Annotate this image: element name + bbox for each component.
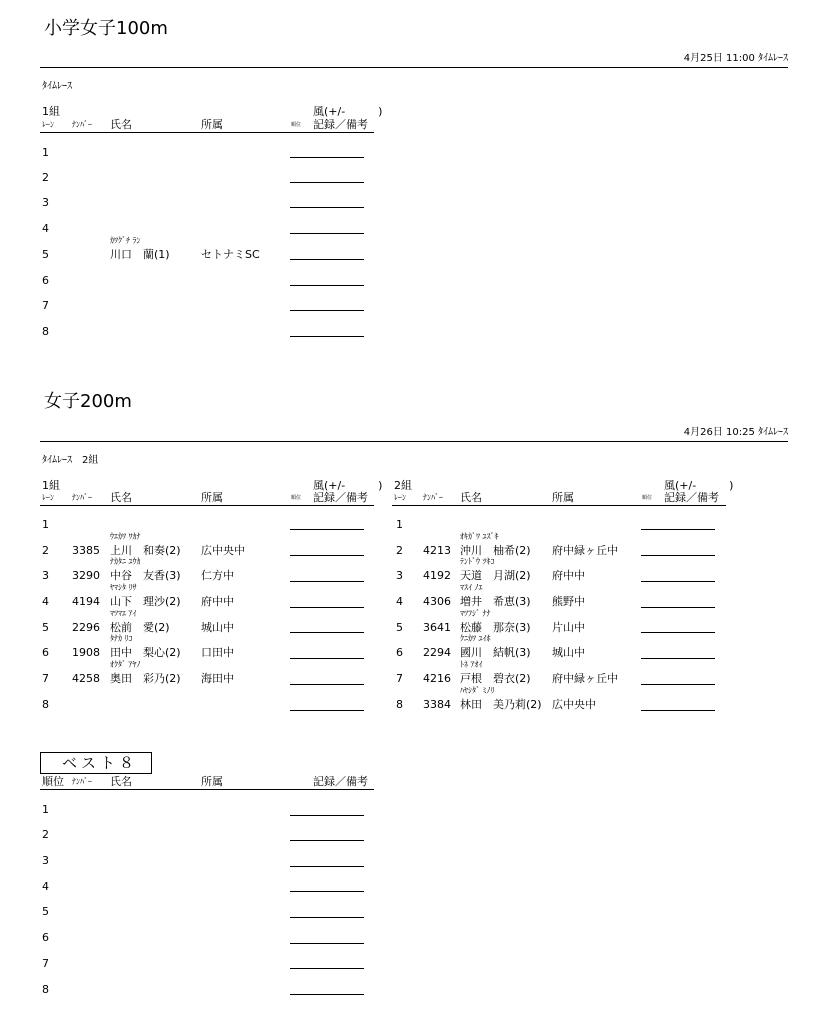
- name-header: 氏名: [110, 775, 132, 788]
- athlete-kana: ｵｸﾀﾞ ｱﾔﾉ: [110, 660, 141, 669]
- lane-number: 5: [42, 621, 49, 634]
- rank-header: 順位: [42, 775, 64, 788]
- record-blank: [290, 866, 364, 867]
- athlete-name: 沖川 柚希(2): [460, 544, 531, 557]
- best8-title: ベスト８: [62, 754, 139, 772]
- lane-number: 2: [42, 544, 49, 557]
- record-header: 記録／備考: [313, 491, 368, 504]
- lane-number: 4: [42, 222, 49, 235]
- record-blank: [290, 310, 364, 311]
- athlete-name: 上川 和奏(2): [110, 544, 181, 557]
- athlete-kana: ﾅｶﾀﾆ ﾕｳｶ: [110, 557, 141, 566]
- record-blank: [290, 233, 364, 234]
- athlete-team: 熊野中: [552, 595, 585, 608]
- divider: [40, 441, 788, 442]
- athlete-team: 片山中: [552, 621, 585, 634]
- wind-label: 風(+/- ): [313, 105, 383, 118]
- team-header: 所属: [552, 491, 574, 504]
- rank-number: 5: [42, 905, 49, 918]
- lane-header: ﾚｰﾝ: [42, 120, 54, 129]
- athlete-kana: ﾃﾝﾄﾞｳ ﾂｷｺ: [460, 557, 495, 566]
- record-blank: [290, 207, 364, 208]
- lane-number: 8: [42, 698, 49, 711]
- bib-number: 3384: [423, 698, 451, 711]
- athlete-name: 川口 蘭(1): [110, 248, 170, 261]
- athlete-team: 広中央中: [552, 698, 596, 711]
- athlete-team: 府中中: [201, 595, 234, 608]
- record-blank: [290, 840, 364, 841]
- record-blank: [290, 259, 364, 260]
- wind-label: 風(+/- ): [313, 479, 383, 492]
- record-header: 記録／備考: [313, 118, 368, 131]
- record-blank: [290, 182, 364, 183]
- lane-number: 4: [42, 595, 49, 608]
- record-header: 記録／備考: [313, 775, 368, 788]
- record-header: 記録／備考: [664, 491, 719, 504]
- lane-number: 8: [42, 325, 49, 338]
- record-blank: [290, 968, 364, 969]
- athlete-team: セトナミSC: [201, 248, 260, 261]
- record-blank: [641, 581, 715, 582]
- record-blank: [290, 815, 364, 816]
- athlete-kana: ﾏﾂﾌｼﾞ ﾅﾅ: [460, 609, 491, 618]
- athlete-kana: ﾏｽｲ ﾉｴ: [460, 583, 483, 592]
- athlete-team: 城山中: [552, 646, 585, 659]
- lane-number: 1: [42, 518, 49, 531]
- athlete-kana: ｶﾜｸﾞﾁ ﾗﾝ: [110, 236, 141, 245]
- lane-number: 7: [396, 672, 403, 685]
- athlete-name: 國川 結帆(3): [460, 646, 531, 659]
- team-header: 所属: [201, 775, 223, 788]
- lane-number: 8: [396, 698, 403, 711]
- race-type: ﾀｲﾑﾚｰｽ: [42, 81, 72, 92]
- record-blank: [290, 632, 364, 633]
- record-blank: [641, 658, 715, 659]
- bib-number: 4194: [72, 595, 100, 608]
- number-header: ﾅﾝﾊﾞｰ: [72, 120, 92, 129]
- rank-number: 6: [42, 931, 49, 944]
- record-blank: [290, 710, 364, 711]
- record-blank: [641, 529, 715, 530]
- header-underline: [40, 132, 374, 133]
- header-underline: [392, 505, 726, 506]
- rank-number: 4: [42, 880, 49, 893]
- lane-number: 7: [42, 672, 49, 685]
- bib-number: 4258: [72, 672, 100, 685]
- heat-label: 2組: [394, 479, 412, 492]
- record-blank: [290, 285, 364, 286]
- athlete-kana: ﾀﾅｶ ﾘｺ: [110, 634, 133, 643]
- bib-number: 4306: [423, 595, 451, 608]
- athlete-team: 仁方中: [201, 569, 234, 582]
- lane-number: 7: [42, 299, 49, 312]
- section-title: 女子200m: [44, 391, 132, 412]
- athlete-kana: ｵｷｶﾞﾜ ﾕｽﾞｷ: [460, 532, 499, 541]
- rank-header: 順位: [291, 495, 302, 501]
- lane-number: 3: [42, 569, 49, 582]
- athlete-kana: ｸﾆｶﾜ ﾕｲﾎ: [460, 634, 491, 643]
- record-blank: [641, 710, 715, 711]
- number-header: ﾅﾝﾊﾞｰ: [423, 493, 443, 502]
- record-blank: [290, 917, 364, 918]
- athlete-name: 戸根 碧衣(2): [460, 672, 531, 685]
- lane-number: 3: [42, 196, 49, 209]
- record-blank: [641, 607, 715, 608]
- bib-number: 3290: [72, 569, 100, 582]
- lane-number: 6: [42, 646, 49, 659]
- event-info: 4月26日 10:25 ﾀｲﾑﾚｰｽ: [683, 427, 788, 438]
- bib-number: 2296: [72, 621, 100, 634]
- athlete-team: 府中緑ヶ丘中: [552, 672, 618, 685]
- event-info: 4月25日 11:00 ﾀｲﾑﾚｰｽ: [683, 53, 788, 64]
- bib-number: 3641: [423, 621, 451, 634]
- record-blank: [290, 581, 364, 582]
- athlete-kana: ﾊﾔｼﾀﾞ ﾐﾉﾘ: [460, 686, 495, 695]
- heat-label: 1組: [42, 479, 60, 492]
- record-blank: [290, 943, 364, 944]
- athlete-kana: ｳｴｶﾜ ﾜｶﾅ: [110, 532, 141, 541]
- bib-number: 4192: [423, 569, 451, 582]
- name-header: 氏名: [110, 491, 132, 504]
- header-underline: [40, 505, 374, 506]
- team-header: 所属: [201, 491, 223, 504]
- record-blank: [641, 555, 715, 556]
- rank-number: 8: [42, 983, 49, 996]
- name-header: 氏名: [460, 491, 482, 504]
- record-blank: [290, 994, 364, 995]
- wind-label: 風(+/- ): [664, 479, 734, 492]
- record-blank: [290, 607, 364, 608]
- heat-label: 1組: [42, 105, 60, 118]
- athlete-name: 天道 月湖(2): [460, 569, 531, 582]
- athlete-name: 松藤 那奈(3): [460, 621, 531, 634]
- athlete-name: 奥田 彩乃(2): [110, 672, 181, 685]
- name-header: 氏名: [110, 118, 132, 131]
- lane-number: 3: [396, 569, 403, 582]
- rank-number: 2: [42, 828, 49, 841]
- athlete-team: 城山中: [201, 621, 234, 634]
- bib-number: 4213: [423, 544, 451, 557]
- lane-number: 6: [396, 646, 403, 659]
- number-header: ﾅﾝﾊﾞｰ: [72, 493, 92, 502]
- athlete-team: 府中中: [552, 569, 585, 582]
- lane-number: 4: [396, 595, 403, 608]
- lane-number: 1: [42, 146, 49, 159]
- lane-number: 1: [396, 518, 403, 531]
- race-type: ﾀｲﾑﾚｰｽ 2組: [42, 455, 99, 466]
- section-title: 小学女子100m: [44, 18, 168, 39]
- lane-number: 2: [42, 171, 49, 184]
- athlete-name: 中谷 友香(3): [110, 569, 181, 582]
- athlete-team: 口田中: [201, 646, 234, 659]
- athlete-name: 田中 梨心(2): [110, 646, 181, 659]
- record-blank: [290, 684, 364, 685]
- bib-number: 2294: [423, 646, 451, 659]
- record-blank: [290, 891, 364, 892]
- bib-number: 3385: [72, 544, 100, 557]
- rank-number: 3: [42, 854, 49, 867]
- athlete-name: 林田 美乃莉(2): [460, 698, 542, 711]
- record-blank: [641, 684, 715, 685]
- athlete-name: 松前 愛(2): [110, 621, 170, 634]
- header-underline: [40, 789, 374, 790]
- athlete-name: 山下 理沙(2): [110, 595, 181, 608]
- athlete-team: 広中央中: [201, 544, 245, 557]
- athlete-kana: ﾏﾂﾏｴ ｱｲ: [110, 609, 137, 618]
- divider: [40, 67, 788, 68]
- number-header: ﾅﾝﾊﾞｰ: [72, 777, 92, 786]
- lane-number: 6: [42, 274, 49, 287]
- lane-header: ﾚｰﾝ: [42, 493, 54, 502]
- rank-number: 7: [42, 957, 49, 970]
- rank-header: 順位: [291, 122, 302, 128]
- rank-header: 順位: [642, 495, 653, 501]
- record-blank: [290, 157, 364, 158]
- athlete-team: 海田中: [201, 672, 234, 685]
- lane-header: ﾚｰﾝ: [394, 493, 406, 502]
- bib-number: 1908: [72, 646, 100, 659]
- bib-number: 4216: [423, 672, 451, 685]
- record-blank: [290, 555, 364, 556]
- athlete-team: 府中緑ヶ丘中: [552, 544, 618, 557]
- lane-number: 5: [396, 621, 403, 634]
- athlete-kana: ﾄﾈ ｱｵｲ: [460, 660, 483, 669]
- record-blank: [290, 529, 364, 530]
- record-blank: [290, 658, 364, 659]
- record-blank: [641, 632, 715, 633]
- lane-number: 5: [42, 248, 49, 261]
- rank-number: 1: [42, 803, 49, 816]
- athlete-kana: ﾔﾏｼﾀ ﾘｻ: [110, 583, 137, 592]
- team-header: 所属: [201, 118, 223, 131]
- athlete-name: 増井 希恵(3): [460, 595, 531, 608]
- record-blank: [290, 336, 364, 337]
- lane-number: 2: [396, 544, 403, 557]
